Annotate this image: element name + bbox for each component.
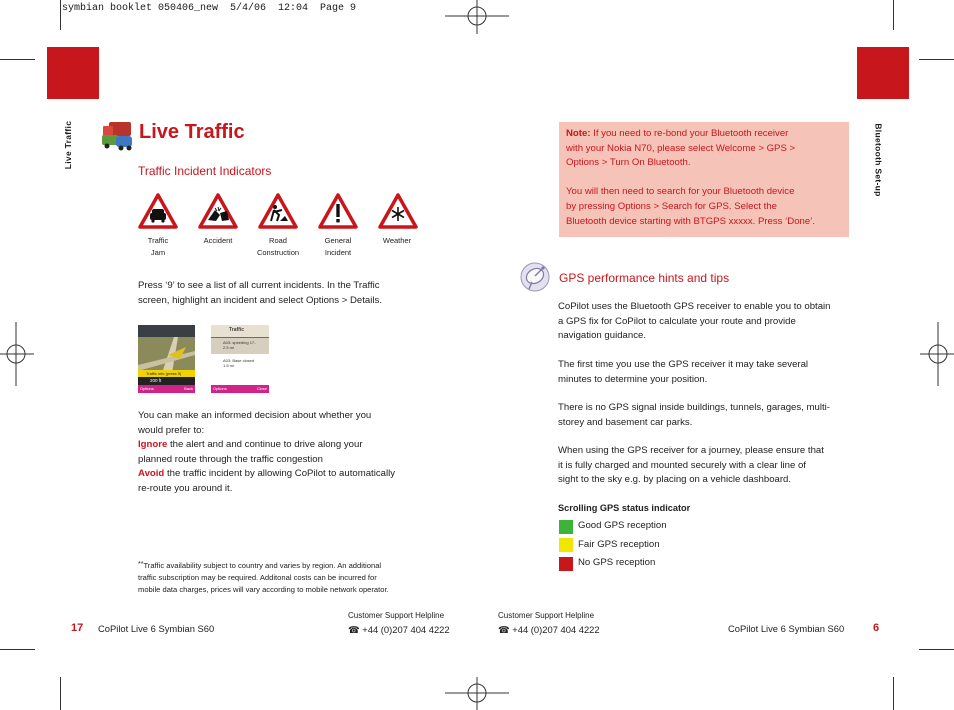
satellite-dish-icon — [519, 261, 551, 293]
fair-gps-label: Fair GPS reception — [578, 539, 660, 550]
right-side-tab: Bluetooth Set-up — [873, 123, 884, 197]
fair-gps-swatch — [559, 538, 573, 552]
traffic-jam-sign-icon — [138, 193, 178, 229]
left-helpline-label: Customer Support Helpline — [348, 611, 445, 620]
registration-mark-top — [445, 0, 509, 34]
no-gps-label: No GPS reception — [578, 557, 656, 568]
page-title: Live Traffic — [139, 121, 245, 143]
avoid-keyword: Avoid — [138, 468, 165, 480]
weather-sign-icon — [378, 193, 418, 229]
gps-paragraph-4: When using the GPS receiver for a journey, please ensure that it is fully charged and mounted securely with a clear line of sight to the sky e.g. by placing on a vehicle dashboard. — [558, 445, 824, 486]
gps-hints-subhead: GPS performance hints and tips — [559, 271, 730, 285]
options-softkey: Options — [140, 386, 154, 391]
back-softkey: Back — [184, 386, 193, 391]
phone-screenshot-map — [138, 325, 195, 393]
traffic-list-item: A03: Base closed 1.5 mi — [223, 358, 255, 368]
registration-mark-left — [0, 322, 34, 386]
traffic-list-header — [211, 325, 269, 338]
phone-screenshot-traffic-list — [211, 325, 269, 393]
right-product-name: CoPilot Live 6 Symbian S60 — [728, 623, 845, 634]
registration-mark-right — [920, 322, 954, 386]
phone-icon: ☎ — [348, 624, 360, 635]
right-page-number: 6 — [873, 622, 880, 634]
footnote-mark: ** — [138, 561, 144, 568]
right-helpline-label: Customer Support Helpline — [498, 611, 595, 620]
traffic-list-item-selected: A03: speeding 17.. 2.5 mi — [211, 338, 269, 354]
traffic-info-banner: Traffic info (press 9) — [138, 370, 195, 377]
road-construction-sign-icon — [258, 193, 298, 229]
distance-readout: 200 ft — [138, 377, 195, 385]
gps-paragraph-2: The first time you use the GPS receiver it may take several minutes to determine your position. — [558, 359, 809, 385]
left-helpline-phone: ☎ +44 (0)207 404 4222 — [348, 624, 450, 635]
informed-decision-paragraph: You can make an informed decision about whether you would prefer to: Ignore the alert and and continue to drive along your planned route through the traffic congestion Avoid the traffic incident by allowing CoPilot to automatically re-route you around it. — [138, 410, 396, 494]
left-red-tab-block — [47, 47, 99, 99]
printer-slug: symbian booklet 050406_new 5/4/06 12:04 Page 9 — [62, 3, 357, 14]
accident-sign-icon — [198, 193, 238, 229]
map-perspective-graphic — [138, 325, 195, 373]
sign-label-general-incident: General Incident — [324, 236, 352, 257]
good-gps-swatch — [559, 520, 573, 534]
ignore-keyword: Ignore — [138, 439, 168, 451]
right-red-tab-block — [857, 47, 909, 99]
left-product-name: CoPilot Live 6 Symbian S60 — [98, 623, 215, 634]
registration-mark-bottom — [445, 677, 509, 710]
gps-paragraph-3: There is no GPS signal inside buildings, tunnels, garages, multi- storey and basement car parks. — [558, 402, 830, 428]
phone-icon: ☎ — [498, 624, 510, 635]
softkey-bar — [138, 385, 195, 393]
softkey-bar — [211, 385, 269, 393]
sign-label-road-construction: Road Construction — [256, 236, 300, 257]
note-label: Note: — [566, 128, 591, 139]
press-nine-paragraph: Press ‘9’ to see a list of all current incidents. In the Traffic screen, highlight an incident and select Options > Details. — [138, 280, 382, 306]
options-softkey: Options — [213, 386, 227, 391]
right-helpline-phone: ☎ +44 (0)207 404 4222 — [498, 624, 600, 635]
left-side-tab: Live Traffic — [63, 120, 74, 170]
no-gps-swatch — [559, 557, 573, 571]
footnote: **Traffic availability subject to country and varies by region. An additional traffic subscription may be required. Additonal costs can be incurred for mobile data charges, prices will vary according to mobile network operator. — [138, 561, 389, 594]
close-softkey: Close — [256, 386, 267, 391]
gps-indicator-title: Scrolling GPS status indicator — [558, 503, 691, 513]
general-incident-sign-icon — [318, 193, 358, 229]
traffic-list-title: Traffic — [229, 327, 245, 333]
traffic-vehicles-icon — [100, 118, 134, 152]
left-page-number: 17 — [71, 622, 84, 634]
good-gps-label: Good GPS reception — [578, 520, 667, 531]
sign-label-accident: Accident — [203, 236, 233, 245]
note-box: Note: If you need to re-bond your Bluetooth receiver with your Nokia N70, please select Welcome > GPS > Options > Turn On Bluetooth. You will then need to search for your Bluetooth device by pressing Options > Search for GPS. Select the Bluetooth device starting with BTGPS xxxxx. Press ‘Done’. — [559, 122, 849, 237]
gps-paragraph-1: CoPilot uses the Bluetooth GPS receiver to enable you to obtain a GPS fix for CoPilot to calculate your route and provide navigation guidance. — [558, 301, 831, 342]
sign-label-weather: Weather — [382, 236, 412, 245]
sign-label-traffic-jam: Traffic Jam — [147, 236, 169, 257]
traffic-incident-subhead: Traffic Incident Indicators — [138, 164, 272, 178]
